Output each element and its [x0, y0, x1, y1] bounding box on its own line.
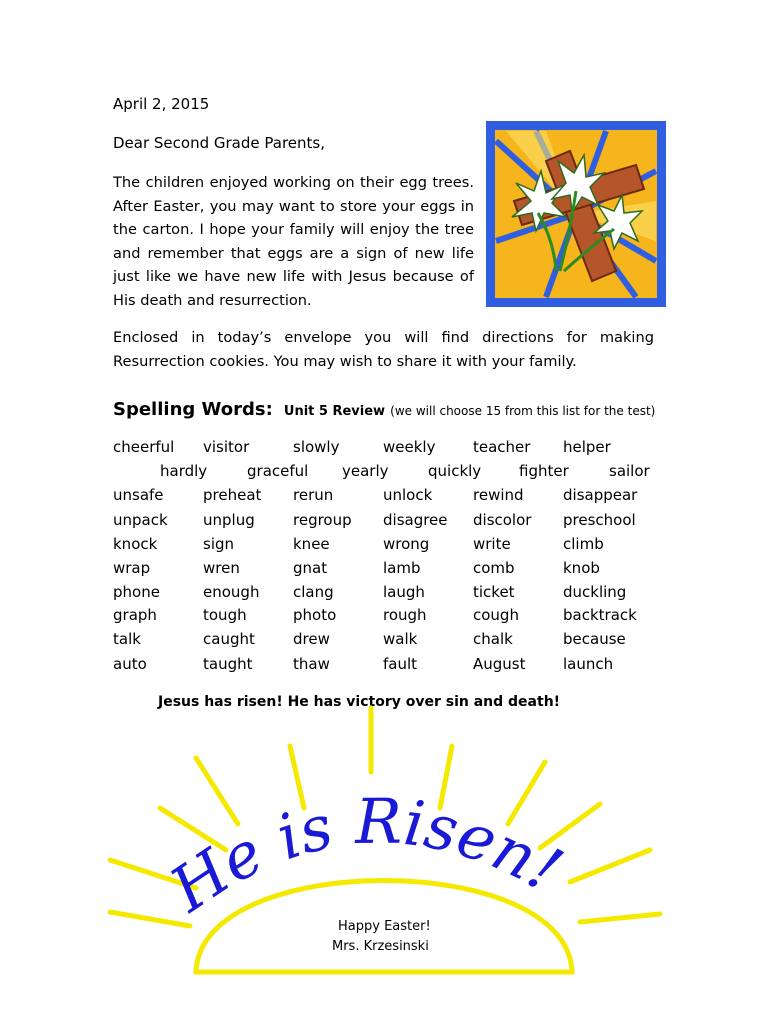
spelling-word: unpack — [113, 511, 168, 529]
spelling-word: taught — [203, 655, 253, 673]
spelling-word: because — [563, 630, 626, 648]
spelling-word: comb — [473, 559, 515, 577]
spelling-word: laugh — [383, 583, 425, 601]
spelling-word: caught — [203, 630, 255, 648]
spelling-word: discolor — [473, 511, 532, 529]
spelling-word: wren — [203, 559, 240, 577]
spelling-row — [113, 535, 665, 557]
spelling-word: ticket — [473, 583, 515, 601]
signature-name: Mrs. Krzesinski — [332, 939, 429, 954]
spelling-word: tough — [203, 606, 247, 624]
spelling-row — [113, 583, 665, 605]
spelling-word: rewind — [473, 486, 524, 504]
spelling-word: hardly — [160, 462, 208, 480]
spelling-word: photo — [293, 606, 337, 624]
spelling-word: auto — [113, 655, 147, 673]
spelling-row — [113, 606, 665, 628]
spelling-word: duckling — [563, 583, 627, 601]
letter-paragraph-1: The children enjoyed working on their egg trees. After Easter, you may want to store your eggs in the carton. I hope your family will enjoy the tree and remember that eggs are a sign of new life just like we have new life with Jesus because of His death and resurrection. — [113, 174, 474, 309]
letter-date: April 2, 2015 — [113, 95, 210, 113]
letter-paragraph-2: Enclosed in today’s envelope you will find directions for making Resurrection cookies. You may wish to share it with your family. — [113, 329, 654, 370]
spelling-word: knock — [113, 535, 158, 553]
spelling-word: talk — [113, 630, 141, 648]
spelling-word: unplug — [203, 511, 255, 529]
spelling-row — [113, 462, 665, 484]
spelling-word: launch — [563, 655, 614, 673]
spelling-word: wrap — [113, 559, 151, 577]
spelling-word: drew — [293, 630, 330, 648]
spelling-word: walk — [383, 630, 418, 648]
sun-ray — [580, 914, 660, 922]
spelling-row — [113, 655, 665, 677]
spelling-word: knob — [563, 559, 600, 577]
spelling-word: wrong — [383, 535, 430, 553]
spelling-note: (we will choose 15 from this list for the test) — [390, 404, 656, 418]
spelling-word: write — [473, 535, 511, 553]
spelling-word: phone — [113, 583, 160, 601]
sun-ray — [196, 758, 238, 824]
spelling-word: unlock — [383, 486, 433, 504]
spelling-word: gnat — [293, 559, 328, 577]
spelling-word: enough — [203, 583, 260, 601]
sun-ray — [110, 912, 190, 926]
spelling-word: slowly — [293, 438, 340, 456]
spelling-title: Spelling Words: — [113, 399, 273, 420]
spelling-header — [113, 399, 655, 420]
spelling-word: visitor — [203, 438, 250, 456]
spelling-word: cheerful — [113, 438, 175, 456]
spelling-word: helper — [563, 438, 611, 456]
spelling-word: August — [473, 655, 526, 673]
spelling-row — [113, 630, 665, 652]
spelling-word: regroup — [293, 511, 352, 529]
spelling-word: graceful — [247, 462, 309, 480]
spelling-row — [113, 438, 665, 460]
cross-with-lilies-icon — [486, 121, 666, 307]
spelling-word: lamb — [383, 559, 421, 577]
spelling-word: clang — [293, 583, 334, 601]
spelling-word: chalk — [473, 630, 513, 648]
spelling-word: quickly — [428, 462, 482, 480]
spelling-word: fighter — [519, 462, 569, 480]
spelling-word: sign — [203, 535, 235, 553]
spelling-word: graph — [113, 606, 157, 624]
letter-greeting: Dear Second Grade Parents, — [113, 134, 325, 152]
closing-line: Jesus has risen! He has victory over sin and death! — [158, 694, 561, 710]
spelling-word: preschool — [563, 511, 636, 529]
spelling-row — [113, 486, 665, 508]
spelling-word: unsafe — [113, 486, 164, 504]
spelling-word: backtrack — [563, 606, 637, 624]
spelling-word: thaw — [293, 655, 330, 673]
spelling-word: cough — [473, 606, 519, 624]
spelling-word: teacher — [473, 438, 531, 456]
spelling-word: climb — [563, 535, 604, 553]
sun-ray — [570, 850, 650, 882]
spelling-row — [113, 559, 665, 581]
spelling-word: knee — [293, 535, 330, 553]
he-is-risen-text: He is Risen! — [157, 784, 575, 926]
spelling-word: weekly — [383, 438, 436, 456]
spelling-word: rerun — [293, 486, 334, 504]
spelling-word: sailor — [609, 462, 650, 480]
spelling-word: rough — [383, 606, 427, 624]
spelling-unit: Unit 5 Review — [283, 404, 386, 419]
spelling-word: disappear — [563, 486, 638, 504]
spelling-word: disagree — [383, 511, 448, 529]
signature-greeting: Happy Easter! — [338, 919, 431, 934]
spelling-word: fault — [383, 655, 418, 673]
spelling-row — [113, 511, 665, 533]
spelling-word: yearly — [342, 462, 389, 480]
spelling-word: preheat — [203, 486, 262, 504]
